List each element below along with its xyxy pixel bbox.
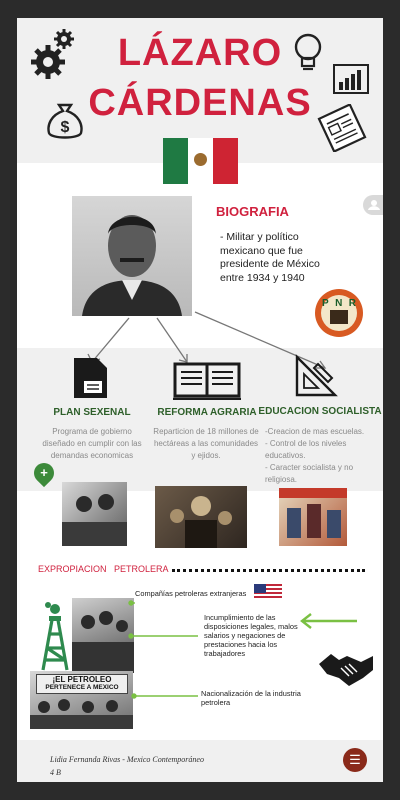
- svg-text:$: $: [60, 119, 70, 136]
- emblem-letter-r: R: [348, 298, 356, 309]
- reforma-agraria-text: Reparticion de 18 millones de hectáreas a las comunidades y ejidos.: [153, 427, 259, 460]
- biography-text: - Militar y político mexicano que fue presidente de México entre 1934 y 1940: [220, 231, 320, 284]
- reforma-agraria-mural: [155, 486, 247, 548]
- educacion-socialista-list: [265, 426, 377, 486]
- photo-figures: [62, 482, 127, 546]
- poster-figures: [279, 488, 347, 546]
- menu-button[interactable]: [343, 748, 367, 772]
- biography-heading: BIOGRAFIA: [216, 204, 289, 219]
- title-line-1: LÁZARO: [117, 32, 283, 74]
- ruler-triangle-icon: [294, 354, 338, 398]
- educacion-poster: [279, 488, 347, 546]
- oil-connectors: [17, 583, 383, 708]
- educacion-item: - Caracter socialista y no religiosa.: [265, 463, 354, 484]
- sign-line-2: PERTENECE A MEXICO: [45, 684, 119, 691]
- mural-figures: [155, 486, 247, 548]
- profile-button[interactable]: [363, 195, 383, 215]
- bar-chart-icon: [333, 64, 369, 94]
- add-pin-button[interactable]: [30, 459, 58, 487]
- educacion-item: - Control de los niveles educativos.: [265, 439, 347, 460]
- educacion-item: -Creacion de mas escuelas.: [265, 427, 365, 436]
- section-title-reforma-agraria: REFORMA AGRARIA: [157, 407, 257, 418]
- open-book-icon: [172, 358, 242, 400]
- plan-sexenal-photo: [62, 482, 127, 546]
- footer-author: Lidia Fernanda Rivas - Mexico Contemporáneo: [50, 755, 204, 764]
- document-icon: [315, 104, 369, 152]
- plan-sexenal-text: Programa de gobierno diseñado en cumplir con las demandas economicas: [42, 427, 142, 460]
- oil-item-companies: Compañías petroleras extranjeras: [135, 589, 247, 598]
- sign-line-1: ¡EL PETROLEO: [52, 675, 112, 684]
- emblem-letter-n: N: [335, 298, 343, 309]
- oil-item-nationalization: Nacionalización de la industria petrolera: [201, 689, 301, 707]
- money-bag-icon: [45, 97, 85, 141]
- handshake-icon: [317, 648, 375, 688]
- menu-icon: ☰: [349, 752, 361, 767]
- infographic-page: [17, 18, 383, 782]
- emblem-letter-p: P: [322, 298, 329, 309]
- mexico-flag: [163, 138, 238, 184]
- gear-icon: [30, 28, 78, 80]
- section-title-educacion-socialista: EDUCACION SOCIALISTA: [258, 406, 382, 417]
- user-icon: [363, 195, 383, 215]
- plus-icon: +: [40, 465, 48, 480]
- footer-group: 4 B: [50, 768, 61, 777]
- oil-heading: EXPROPIACION PETROLERA: [38, 564, 169, 574]
- title-line-2: CÁRDENAS: [88, 82, 312, 124]
- oil-item-reasons: Incumplimiento de las disposiciones legales, malos salarios y negaciones de prestaciones hacia los trabajadores: [204, 613, 298, 658]
- lightbulb-icon: [291, 32, 325, 72]
- section-title-plan-sexenal: PLAN SEXENAL: [53, 407, 131, 418]
- file-icon: [71, 357, 109, 399]
- oil-heading-rule: [172, 569, 365, 572]
